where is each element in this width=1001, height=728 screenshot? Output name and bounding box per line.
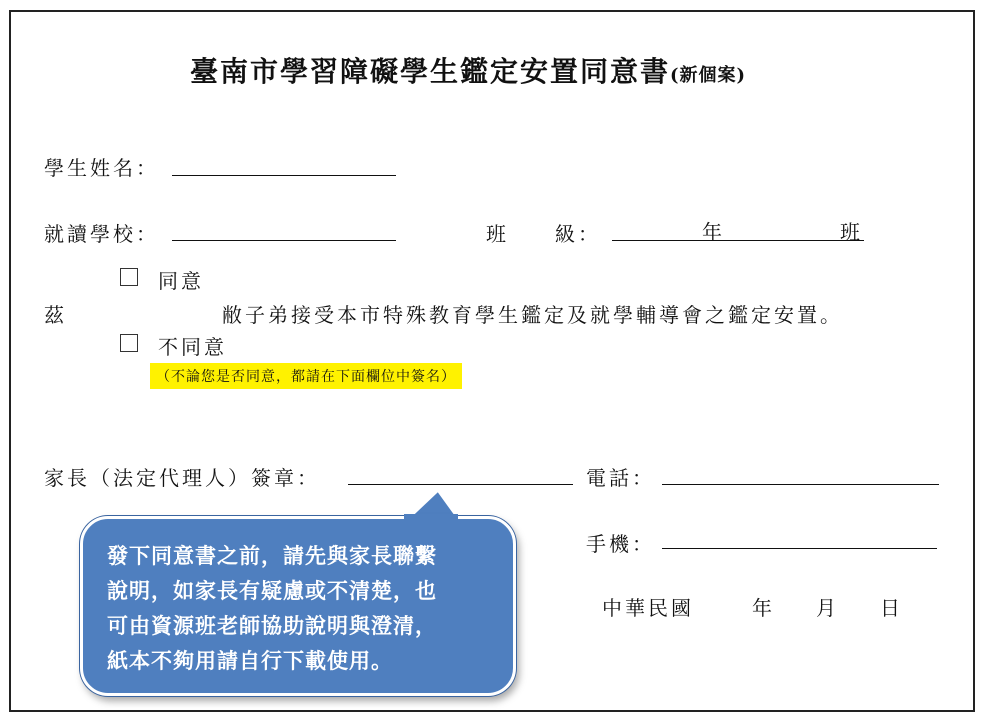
disagree-label: 不同意 — [158, 335, 227, 359]
school-label: 就讀學校： — [44, 222, 159, 246]
student-name-label: 學生姓名： — [44, 156, 159, 180]
student-name-field[interactable] — [172, 175, 396, 176]
callout-line: 說明，如家長有疑慮或不清楚，也 — [107, 579, 437, 603]
school-field[interactable] — [172, 240, 396, 241]
callout-seam — [404, 514, 458, 522]
instruction-callout — [80, 516, 516, 696]
agree-label: 同意 — [158, 269, 204, 293]
class-unit: 班 — [840, 220, 863, 244]
parent-sign-label: 家長（法定代理人）簽章： — [44, 466, 320, 490]
year-unit: 年 — [702, 220, 725, 244]
date-era: 中華民國 — [602, 596, 694, 620]
statement-text: 敝子弟接受本市特殊教育學生鑑定及就學輔導會之鑑定安置。 — [222, 303, 843, 327]
form-title — [190, 50, 746, 90]
parent-sign-field[interactable] — [348, 484, 573, 485]
date-year: 年 — [752, 596, 775, 620]
statement-prefix: 茲 — [44, 303, 67, 327]
signature-note: （不論您是否同意，都請在下面欄位中簽名） — [150, 363, 462, 389]
callout-line: 紙本不夠用請自行下載使用。 — [107, 649, 393, 673]
phone-field[interactable] — [662, 484, 939, 485]
callout-line: 發下同意書之前，請先與家長聯繫 — [107, 544, 437, 568]
form-title-main: 臺南市學習障礙學生鑑定安置同意書 — [190, 55, 671, 88]
callout-line: 可由資源班老師協助說明與澄清， — [107, 614, 437, 638]
mobile-label: 手機： — [586, 532, 655, 556]
agree-checkbox[interactable] — [120, 268, 138, 286]
date-day: 日 — [880, 596, 903, 620]
date-month: 月 — [816, 596, 839, 620]
form-title-suffix: (新個案) — [670, 65, 747, 86]
class-field[interactable] — [612, 240, 864, 241]
class-label: 班 級： — [486, 222, 601, 246]
mobile-field[interactable] — [662, 548, 937, 549]
disagree-checkbox[interactable] — [120, 334, 138, 352]
phone-label: 電話： — [586, 466, 655, 490]
